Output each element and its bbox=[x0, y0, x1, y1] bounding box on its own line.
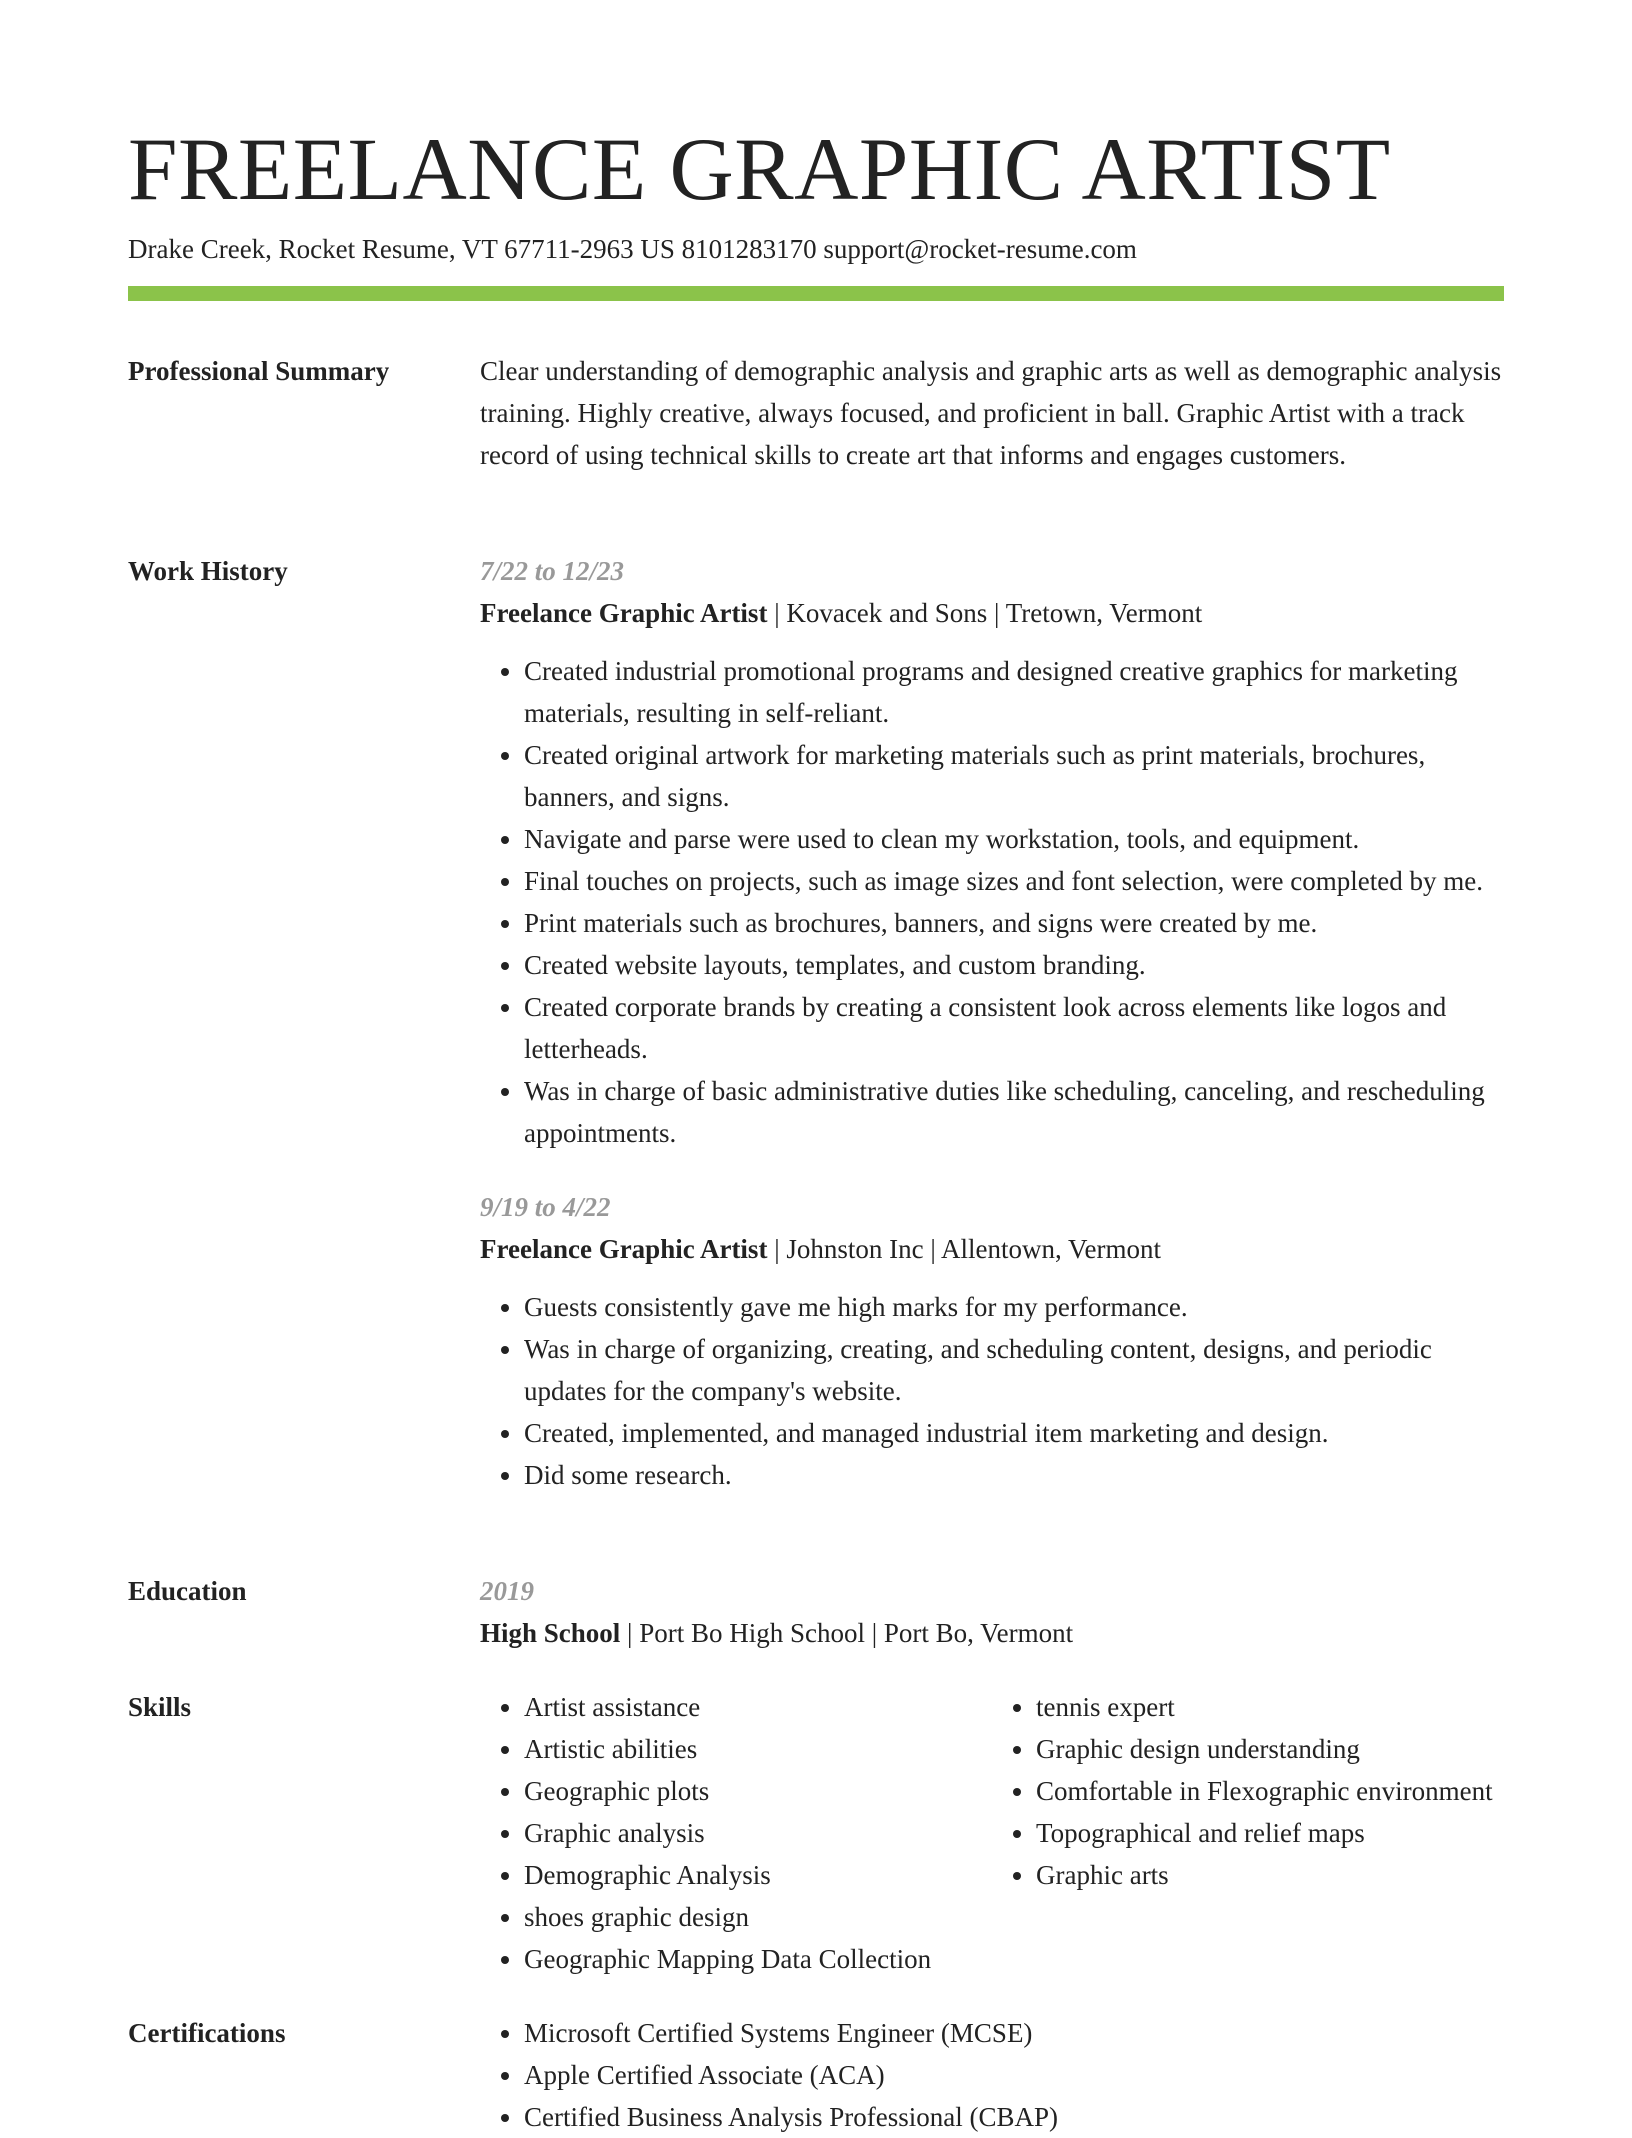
resume-title: FREELANCE GRAPHIC ARTIST bbox=[128, 121, 1391, 219]
job-bullet: • Final touches on projects, such as image sizes and font selection, were completed by me. bbox=[524, 860, 1504, 902]
section-label-skills: Skills bbox=[128, 1692, 192, 1722]
job-heading bbox=[480, 592, 1504, 634]
work-history-body bbox=[480, 550, 1504, 1496]
job-bullets bbox=[480, 1286, 1504, 1496]
skills-body bbox=[480, 1686, 1504, 1980]
job-bullet: • Guests consistently gave me high marks for my performance. bbox=[524, 1286, 1504, 1328]
section-label-certifications: Certifications bbox=[128, 2018, 286, 2048]
job-bullet: • Created website layouts, templates, and custom branding. bbox=[524, 944, 1504, 986]
job-bullet: • Was in charge of basic administrative duties like scheduling, canceling, and rescheduling appointments. bbox=[524, 1070, 1504, 1154]
job-dates: 9/19 to 4/22 bbox=[480, 1192, 611, 1222]
job-bullet: • Created industrial promotional programs and designed creative graphics for marketing materials, resulting in self-reliant. bbox=[524, 650, 1504, 734]
skills-columns bbox=[480, 1686, 1504, 1980]
skill-item: • Topographical and relief maps bbox=[1036, 1812, 1504, 1854]
skills-list-right bbox=[992, 1686, 1504, 1980]
job-title: Freelance Graphic Artist bbox=[480, 598, 768, 628]
skill-item: • shoes graphic design bbox=[524, 1896, 992, 1938]
job-bullets bbox=[480, 650, 1504, 1154]
resume-header bbox=[128, 118, 1504, 266]
summary-text: Clear understanding of demographic analysis and graphic arts as well as demographic analysis training. Highly creative, always focused, and proficient in ball. Graphic Artist with a track record of using technical skills to create art that informs and engages customers. bbox=[480, 356, 1502, 470]
job-entry bbox=[480, 1186, 1504, 1496]
job-bullet: • Navigate and parse were used to clean my workstation, tools, and equipment. bbox=[524, 818, 1504, 860]
section-label-summary: Professional Summary bbox=[128, 356, 390, 386]
education-year: 2019 bbox=[480, 1576, 534, 1606]
job-bullet: • Was in charge of organizing, creating, and scheduling content, designs, and periodic updates for the company's website. bbox=[524, 1328, 1504, 1412]
job-entry bbox=[480, 550, 1504, 1154]
skill-item: • Demographic Analysis bbox=[524, 1854, 992, 1896]
certifications-list bbox=[480, 2012, 1504, 2138]
skill-item: • Graphic arts bbox=[1036, 1854, 1504, 1896]
contact-line: Drake Creek, Rocket Resume, VT 67711-2963 US 8101283170 support@rocket-resume.com bbox=[128, 234, 1137, 264]
education-details: | Port Bo High School | Port Bo, Vermont bbox=[620, 1618, 1074, 1648]
certification-item: • Apple Certified Associate (ACA) bbox=[524, 2054, 1504, 2096]
job-dates: 7/22 to 12/23 bbox=[480, 556, 625, 586]
certification-item: • Microsoft Certified Systems Engineer (MCSE) bbox=[524, 2012, 1504, 2054]
skill-item: • Graphic design understanding bbox=[1036, 1728, 1504, 1770]
section-label-education: Education bbox=[128, 1576, 247, 1606]
job-bullet: • Created, implemented, and managed industrial item marketing and design. bbox=[524, 1412, 1504, 1454]
skill-item: • Artistic abilities bbox=[524, 1728, 992, 1770]
education-body bbox=[480, 1570, 1504, 1654]
job-details: | Johnston Inc | Allentown, Vermont bbox=[767, 1234, 1161, 1264]
skill-item: • tennis expert bbox=[1036, 1686, 1504, 1728]
job-bullet: • Created corporate brands by creating a consistent look across elements like logos and letterheads. bbox=[524, 986, 1504, 1070]
certification-item: • Certified Business Analysis Professional (CBAP) bbox=[524, 2096, 1504, 2138]
skill-item: • Graphic analysis bbox=[524, 1812, 992, 1854]
skills-list-left bbox=[480, 1686, 992, 1980]
education-degree: High School bbox=[480, 1618, 621, 1648]
job-heading bbox=[480, 1228, 1504, 1270]
job-bullet: • Print materials such as brochures, banners, and signs were created by me. bbox=[524, 902, 1504, 944]
job-bullet: • Did some research. bbox=[524, 1454, 1504, 1496]
certifications-body bbox=[480, 2012, 1504, 2138]
section-label-work-history: Work History bbox=[128, 556, 288, 586]
skill-item: • Geographic Mapping Data Collection bbox=[524, 1938, 992, 1980]
job-title: Freelance Graphic Artist bbox=[480, 1234, 768, 1264]
job-bullet: • Created original artwork for marketing materials such as print materials, brochures, banners, and signs. bbox=[524, 734, 1504, 818]
accent-divider bbox=[128, 286, 1504, 301]
skill-item: • Geographic plots bbox=[524, 1770, 992, 1812]
job-details: | Kovacek and Sons | Tretown, Vermont bbox=[767, 598, 1203, 628]
education-heading bbox=[480, 1612, 1504, 1654]
skill-item: • Comfortable in Flexographic environment bbox=[1036, 1770, 1504, 1812]
skill-item: • Artist assistance bbox=[524, 1686, 992, 1728]
